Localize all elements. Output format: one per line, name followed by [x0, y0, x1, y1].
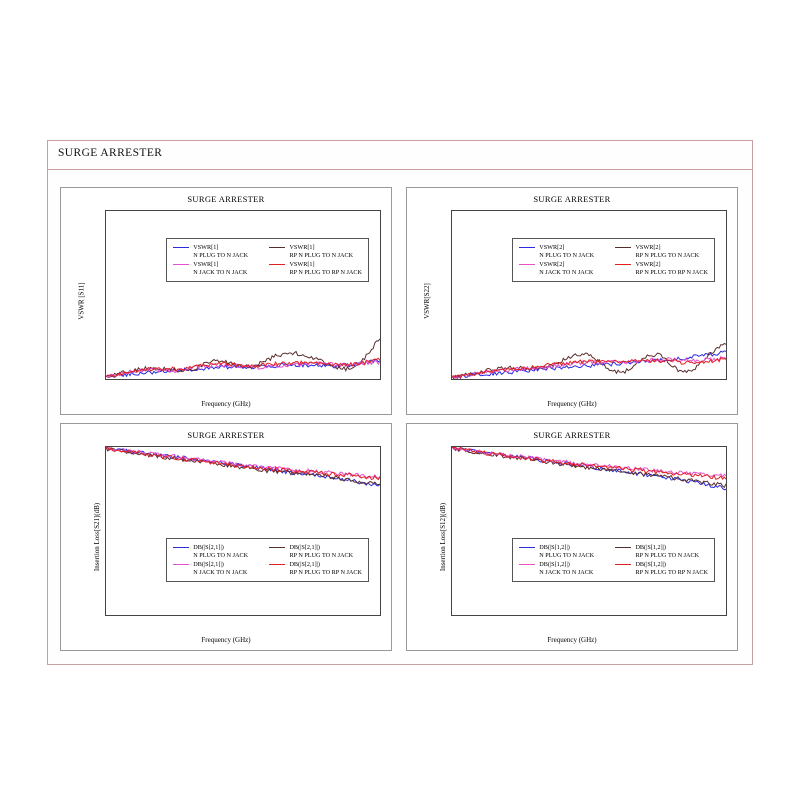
legend-series-name: DB(|S[1,2]|): [635, 543, 666, 551]
page-title: SURGE ARRESTER: [58, 147, 163, 159]
legend-swatch-icon: [615, 547, 631, 548]
legend-item: [269, 544, 362, 559]
legend-series-sublabel: RP N PLUG TO RP N JACK: [289, 568, 363, 576]
legend-series-sublabel: N PLUG TO N JACK: [539, 551, 595, 559]
legend-item: [173, 561, 263, 576]
legend-series-sublabel: RP N PLUG TO N JACK: [289, 251, 354, 259]
legend-series-sublabel: N JACK TO N JACK: [539, 268, 594, 276]
legend-series-name: DB(|S[1,2]|): [539, 543, 570, 551]
legend-swatch-icon: [615, 564, 631, 565]
legend-series-sublabel: RP N PLUG TO N JACK: [289, 551, 354, 559]
legend-item: [519, 261, 609, 276]
legend-swatch-icon: [269, 564, 285, 565]
legend-series-sublabel: N JACK TO N JACK: [193, 268, 248, 276]
x-axis-label: Frequency (GHz): [201, 636, 251, 644]
chart-title: SURGE ARRESTER: [533, 430, 611, 440]
chart-legend: [166, 538, 369, 582]
x-axis-label: Frequency (GHz): [547, 636, 597, 644]
plot-svg: [106, 447, 380, 615]
y-axis-label: VSWR [S11]: [77, 282, 86, 320]
legend-swatch-icon: [519, 564, 535, 565]
legend-series-name: VSWR[1]: [289, 260, 315, 268]
legend-swatch-icon: [615, 247, 631, 248]
legend-series-name: VSWR[2]: [539, 260, 565, 268]
legend-series-sublabel: RP N PLUG TO RP N JACK: [289, 268, 363, 276]
legend-series-sublabel: RP N PLUG TO RP N JACK: [635, 568, 709, 576]
legend-item: [519, 244, 609, 259]
plot-svg: [452, 211, 726, 379]
legend-series-sublabel: RP N PLUG TO RP N JACK: [635, 268, 709, 276]
legend-series-name: VSWR[2]: [635, 243, 661, 251]
legend-item: [173, 544, 263, 559]
legend-item: [269, 561, 362, 576]
legend-series-sublabel: N JACK TO N JACK: [193, 568, 248, 576]
legend-series-name: VSWR[2]: [539, 243, 565, 251]
y-axis-label: Insertion Loss[S12](dB): [439, 502, 448, 572]
legend-item: [615, 244, 708, 259]
legend-series-name: DB(|S[2,1]|): [193, 543, 224, 551]
plot-area: [451, 446, 727, 616]
legend-series-sublabel: N PLUG TO N JACK: [193, 251, 249, 259]
plot-area: [451, 210, 727, 380]
legend-series-sublabel: N PLUG TO N JACK: [193, 551, 249, 559]
x-axis-label: Frequency (GHz): [201, 400, 251, 408]
legend-item: [519, 544, 609, 559]
legend-swatch-icon: [173, 247, 189, 248]
plot-area: [105, 210, 381, 380]
legend-series-sublabel: N JACK TO N JACK: [539, 568, 594, 576]
legend-swatch-icon: [615, 264, 631, 265]
legend-swatch-icon: [173, 564, 189, 565]
series-line: [106, 447, 380, 478]
chart-title: SURGE ARRESTER: [187, 430, 265, 440]
legend-swatch-icon: [519, 247, 535, 248]
legend-item: [269, 244, 362, 259]
chart-panel-insertion-loss-s21: [60, 423, 392, 651]
legend-series-name: DB(|S[2,1]|): [193, 560, 224, 568]
series-line: [452, 447, 726, 479]
legend-series-name: VSWR[2]: [635, 260, 661, 268]
datasheet-panel: [47, 140, 753, 665]
legend-item: [615, 561, 708, 576]
legend-series-name: VSWR[1]: [193, 260, 219, 268]
legend-swatch-icon: [519, 264, 535, 265]
legend-series-sublabel: RP N PLUG TO N JACK: [635, 251, 700, 259]
chart-panel-insertion-loss-s12: [406, 423, 738, 651]
legend-series-name: DB(|S[1,2]|): [635, 560, 666, 568]
legend-series-name: VSWR[1]: [289, 243, 315, 251]
legend-swatch-icon: [269, 547, 285, 548]
y-axis-label: VSWR[S22]: [422, 283, 431, 319]
chart-panel-vswr-s22: [406, 187, 738, 415]
chart-legend: [166, 238, 369, 282]
chart-title: SURGE ARRESTER: [533, 194, 611, 204]
legend-swatch-icon: [519, 547, 535, 548]
plot-area: [105, 446, 381, 616]
legend-series-name: DB(|S[2,1]|): [289, 543, 320, 551]
legend-swatch-icon: [269, 247, 285, 248]
legend-swatch-icon: [269, 264, 285, 265]
legend-swatch-icon: [173, 547, 189, 548]
legend-series-sublabel: RP N PLUG TO N JACK: [635, 551, 700, 559]
title-divider: [48, 169, 752, 170]
legend-item: [615, 261, 708, 276]
x-axis-label: Frequency (GHz): [547, 400, 597, 408]
legend-item: [615, 544, 708, 559]
legend-series-name: DB(|S[2,1]|): [289, 560, 320, 568]
legend-item: [519, 561, 609, 576]
chart-legend: [512, 238, 715, 282]
legend-swatch-icon: [173, 264, 189, 265]
legend-item: [173, 261, 263, 276]
y-axis-label: Insertion Loss[S21](dB): [93, 502, 102, 572]
legend-series-sublabel: N PLUG TO N JACK: [539, 251, 595, 259]
legend-series-name: DB(|S[1,2]|): [539, 560, 570, 568]
legend-item: [173, 244, 263, 259]
plot-svg: [106, 211, 380, 379]
chart-title: SURGE ARRESTER: [187, 194, 265, 204]
legend-series-name: VSWR[1]: [193, 243, 219, 251]
legend-item: [269, 261, 362, 276]
plot-svg: [452, 447, 726, 615]
chart-legend: [512, 538, 715, 582]
chart-panel-vswr-s11: [60, 187, 392, 415]
